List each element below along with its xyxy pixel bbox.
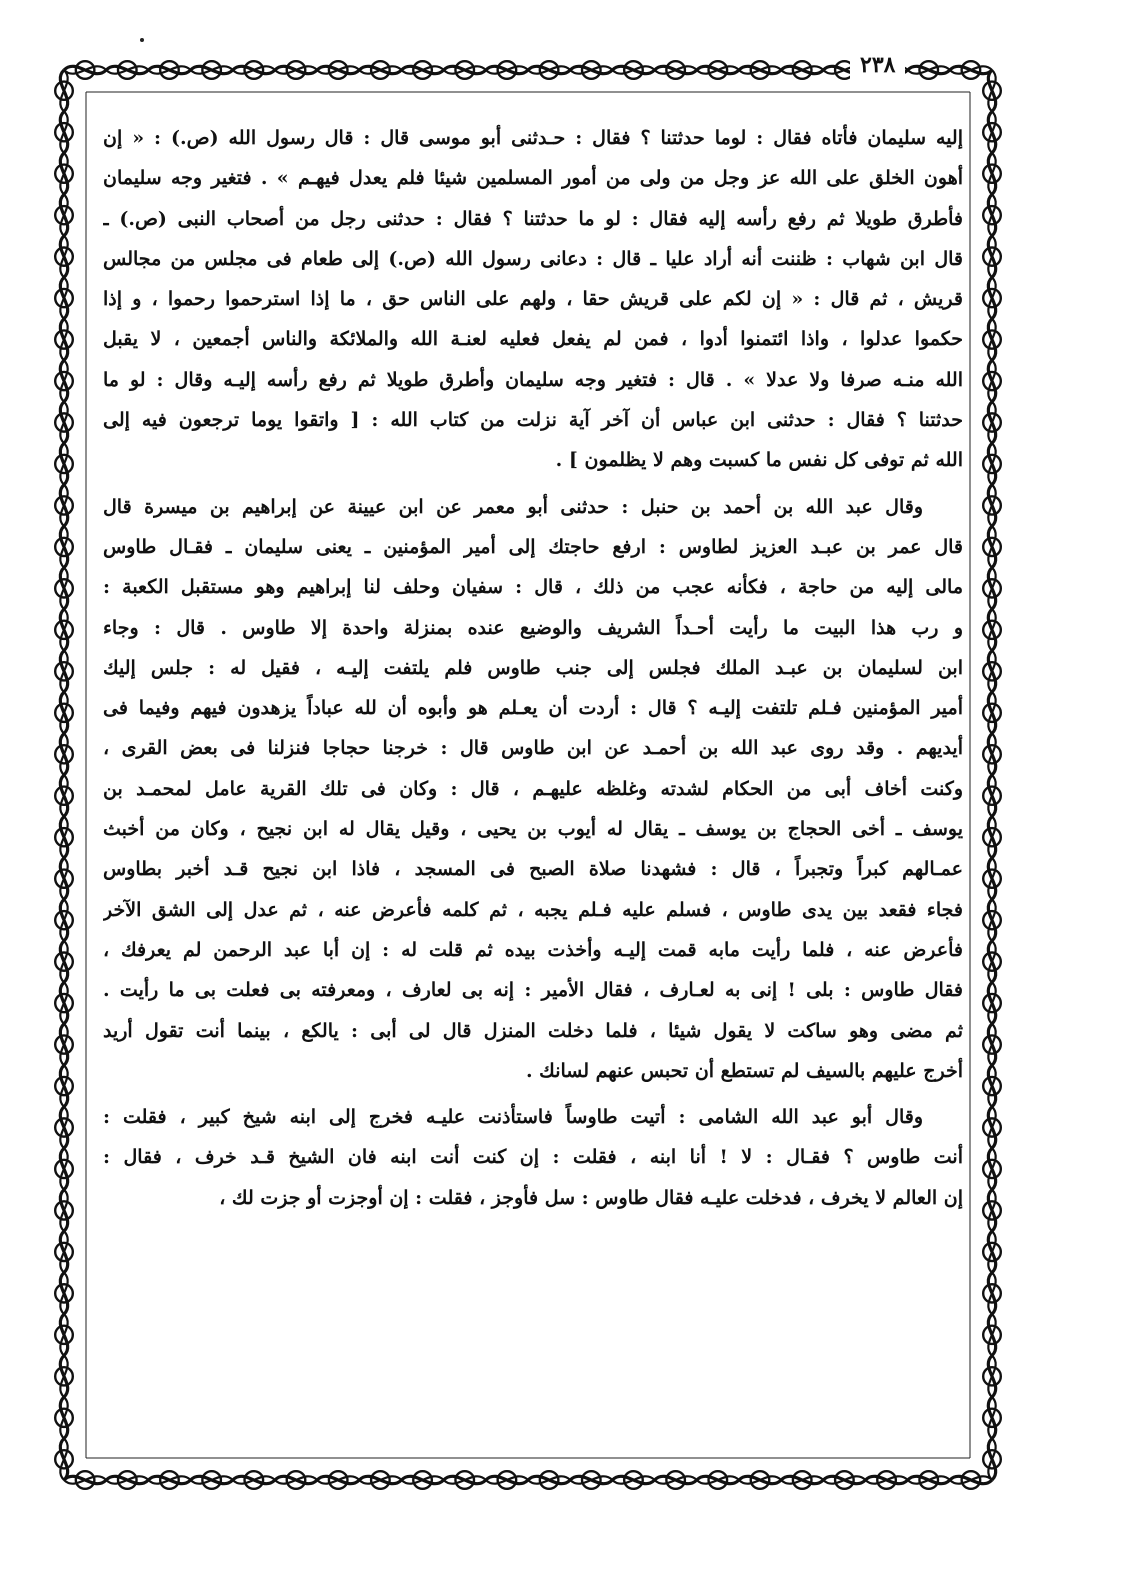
paragraph [103, 487, 963, 1091]
text-line: إن العالم لا يخرف ، فدخلت عليـه فقال طاوس : سل فأوجز ، فقلت : إن أوجزت أو جزت لك ، [219, 1186, 963, 1209]
text-line: إليه سليمان فأتاه فقال : لوما حدثتنا ؟ فقال : حـدثنى أبو موسى قال : قال رسول الله (ص.) : « إن [103, 127, 963, 149]
text-line: وقال عبد الله بن أحمد بن حنبل : حدثنى أبو معمر عن ابن عيينة عن إبراهيم بن ميسرة قال [103, 495, 923, 518]
text-line: فجاء فقعد بين يدى طاوس ، فسلم عليه فـلم يجبه ، ثم كلمه فأعرض عنه ، ثم عدل إلى الشق الآخر [103, 898, 963, 921]
text-line: مالى إليه من حاجة ، فكأنه عجب من ذلك ، قال : سفيان وحلف لنا إبراهيم وهو مستقبل الكعبة : [103, 576, 963, 599]
text-line: وقال أبو عبد الله الشامى : أتيت طاوساً فاستأذنت عليـه فخرج إلى ابنه شيخ كبير ، فقلت : [103, 1106, 923, 1129]
text-line: أهون الخلق على الله عز وجل من ولى من أمور المسلمين شيئا فلم يعدل فيهـم » . فتغير وجه سليمان [103, 167, 963, 190]
text-line: قريش ، ثم قال : « إن لكم على قريش حقا ، ولهم على الناس حق ، ما إذا استرحموا رحموا ، و إذا [103, 288, 963, 311]
text-line: فقال طاوس : بلى ! إنى به لعـارف ، فقال الأمير : إنه بى لعارف ، ومعرفته بى فعلت بى ما رأيت . [103, 979, 963, 1002]
text-line: أخرج عليهم بالسيف لم تستطع أن تحبس عنهم لسانك . [525, 1059, 963, 1082]
text-line: أيديهم . وقد روى عبد الله بن أحمـد عن ابن طاوس قال : خرجنا حجاجا فنزلنا فى بعض القرى ، [103, 737, 963, 760]
text-line: و رب هذا البيت ما رأيت أحـداً الشريف والوضيع عنده بمنزلة واحدة إلا طاوس . قال : وجاء [103, 616, 963, 639]
page-number: ٢٣٨ [850, 50, 905, 80]
ink-dot [140, 38, 144, 42]
text-line: ابن لسليمان بن عبـد الملك فجلس إلى جنب طاوس فلم يلتفت إليـه ، فقيل له : جلس إليك [103, 656, 963, 679]
text-line: قال ابن شهاب : ظننت أنه أراد عليا ـ قال : دعانى رسول الله (ص.) إلى طعام فى مجلس من مجالس [103, 247, 963, 270]
text-line: الله منـه صرفا ولا عدلا » . قال : فتغير وجه سليمان وأطرق طويلا ثم رفع رأسه إليـه وقال : لو ما [103, 368, 963, 391]
text-line: قال عمر بن عبـد العزيز لطاوس : ارفع حاجتك إلى أمير المؤمنين ـ يعنى سليمان ـ فقـال طاوس [103, 535, 963, 558]
paragraph [103, 118, 963, 481]
text-line: ثم مضى وهو ساكت لا يقول شيئا ، فلما دخلت المنزل قال لى أبى : يالكع ، بينما أنت تقول أريد [103, 1019, 963, 1042]
text-line: حدثتنا ؟ فقال : حدثنى ابن عباس أن آخر آية نزلت من كتاب الله : [ واتقوا يوما ترجعون فيه إلى [103, 409, 963, 432]
page-body [103, 118, 963, 1218]
text-line: فأطرق طويلا ثم رفع رأسه إليه فقال : لو ما حدثتنا ؟ فقال : حدثنى رجل من أصحاب النبى (ص.) ـ [103, 207, 963, 230]
text-line: أنت طاوس ؟ فقـال : لا ! أنا ابنه ، فقلت : إن كنت أنت ابنه فان الشيخ قـد خرف ، فقال : [103, 1146, 963, 1169]
text-line: عمـالهم كبراً وتجبراً ، قال : فشهدنا صلاة الصبح فى المسجد ، فاذا ابن نجيح قـد أخبر بطاوس [103, 858, 963, 881]
text-line: حكموا عدلوا ، واذا ائتمنوا أدوا ، فمن لم يفعل فعليه لعنـة الله والملائكة والناس أجمعين ، لا يقبل [103, 328, 963, 351]
text-line: الله ثم توفى كل نفس ما كسبت وهم لا يظلمون ] . [555, 449, 963, 472]
text-line: يوسف ـ أخى الحجاج بن يوسف ـ يقال له أيوب بن يحيى ، وقيل يقال له ابن نجيح ، وكان من أخبث [103, 818, 963, 841]
text-line: أمير المؤمنين فـلم تلتفت إليـه ؟ قال : أردت أن يعـلم هو وأبوه أن لله عباداً يزهدون فيهم وفيما فى [103, 697, 963, 720]
text-line: وكنت أخاف أبى من الحكام لشدته وغلظه عليهـم ، قال : وكان فى تلك القرية عامل لمحمـد بن [103, 777, 963, 800]
text-line: فأعرض عنه ، فلما رأيت مابه قمت إليـه وأخذت بيده ثم قلت له : إن أبا عبد الرحمن لم يعرفك ، [103, 938, 963, 961]
paragraph [103, 1097, 963, 1218]
